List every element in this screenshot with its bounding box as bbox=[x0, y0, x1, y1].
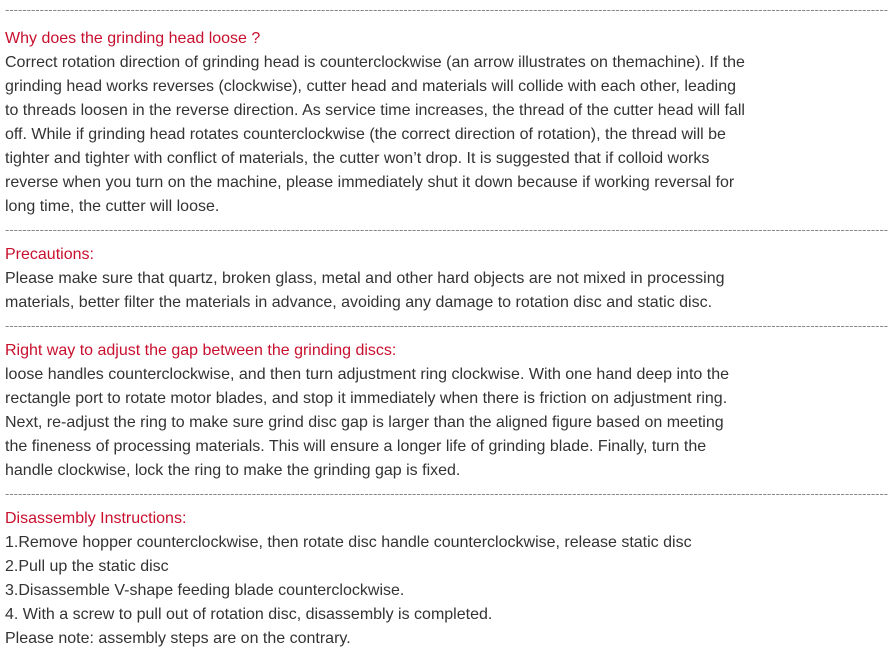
list-item: 4. With a screw to pull out of rotation disc, disassembly is completed. bbox=[5, 606, 493, 623]
dashed-divider: ------------------------------------------------------------------------------------------------------------------------------------------------------------------------------------------------------------ bbox=[5, 222, 888, 237]
paragraph-line: Correct rotation direction of grinding head is counterclockwise (an arrow illustrates on themachine). If the bbox=[5, 54, 745, 71]
dashed-divider: ------------------------------------------------------------------------------------------------------------------------------------------------------------------------------------------------------------ bbox=[5, 2, 888, 17]
note-line: Please note: assembly steps are on the contrary. bbox=[5, 630, 351, 647]
section-heading: Precautions: bbox=[5, 246, 94, 263]
dashed-divider: ------------------------------------------------------------------------------------------------------------------------------------------------------------------------------------------------------------ bbox=[5, 318, 888, 333]
paragraph-line: to threads loosen in the reverse direction. As service time increases, the thread of the cutter head will fall bbox=[5, 102, 745, 119]
section-why-loose bbox=[5, 2, 888, 219]
section-heading: Right way to adjust the gap between the grinding discs: bbox=[5, 342, 397, 359]
paragraph-line: loose handles counterclockwise, and then turn adjustment ring clockwise. With one hand deep into the bbox=[5, 366, 729, 383]
list-item: 2.Pull up the static disc bbox=[5, 558, 169, 575]
document-page bbox=[0, 2, 888, 662]
section-adjust-gap bbox=[5, 318, 888, 483]
list-item: 3.Disassemble V-shape feeding blade counterclockwise. bbox=[5, 582, 405, 599]
paragraph-line: rectangle port to rotate motor blades, and stop it immediately when there is friction on adjustment ring. bbox=[5, 390, 728, 407]
paragraph-line: materials, better filter the materials in advance, avoiding any damage to rotation disc and static disc. bbox=[5, 294, 713, 311]
paragraph-line: the fineness of processing materials. This will ensure a longer life of grinding blade. Finally, turn the bbox=[5, 438, 707, 455]
paragraph-line: long time, the cutter will loose. bbox=[5, 198, 220, 215]
paragraph-line: reverse when you turn on the machine, please immediately shut it down because if working reversal for bbox=[5, 174, 735, 191]
paragraph-line: grinding head works reverses (clockwise), cutter head and materials will collide with each other, leading bbox=[5, 78, 737, 95]
paragraph-line: Please make sure that quartz, broken glass, metal and other hard objects are not mixed in processing bbox=[5, 270, 725, 287]
paragraph-line: tighter and tighter with conflict of materials, the cutter won’t drop. It is suggested that if colloid works bbox=[5, 150, 710, 167]
section-precautions bbox=[5, 222, 888, 315]
paragraph-line: Next, re-adjust the ring to make sure grind disc gap is larger than the aligned figure based on meeting bbox=[5, 414, 724, 431]
section-heading: Disassembly Instructions: bbox=[5, 510, 187, 527]
section-disassembly bbox=[5, 486, 888, 651]
dashed-divider: ------------------------------------------------------------------------------------------------------------------------------------------------------------------------------------------------------------ bbox=[5, 486, 888, 501]
section-heading: Why does the grinding head loose ? bbox=[5, 30, 261, 47]
paragraph-line: handle clockwise, lock the ring to make the grinding gap is fixed. bbox=[5, 462, 461, 479]
paragraph-line: off. While if grinding head rotates counterclockwise (the correct direction of rotation), the thread will be bbox=[5, 126, 726, 143]
list-item: 1.Remove hopper counterclockwise, then rotate disc handle counterclockwise, release static disc bbox=[5, 534, 692, 551]
